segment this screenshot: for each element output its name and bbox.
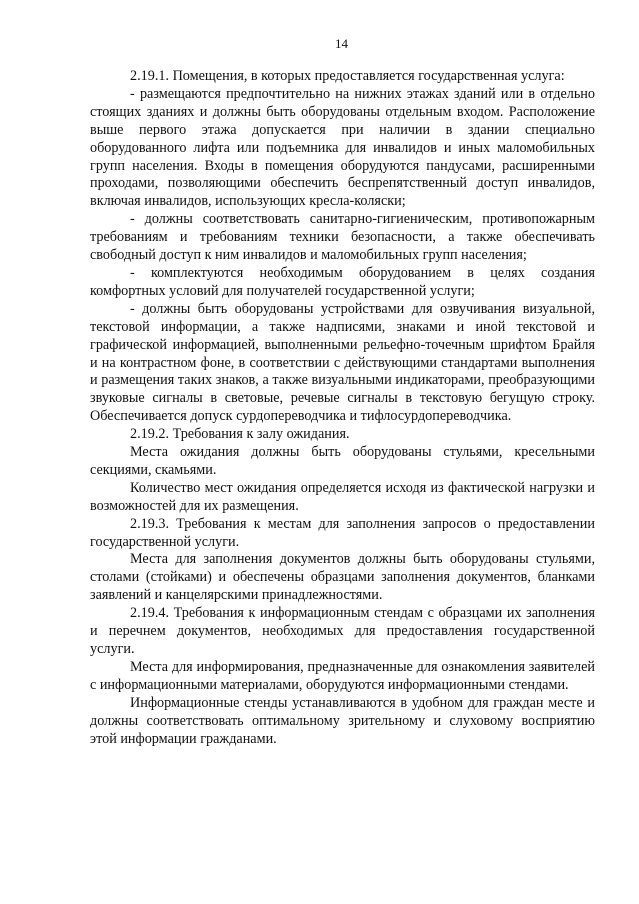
page-number: 14: [335, 36, 348, 51]
paragraph-info-places: Места для информирования, предназначенные для ознакомления заявителей с информационными материалами, оборудуются информационными стендами.: [90, 658, 595, 693]
paragraph-forms-places: Места для заполнения документов должны быть оборудованы стульями, столами (стойками) и обеспечены образцами заполнения документов, бланками заявлений и канцелярскими принадлежностями.: [90, 551, 595, 604]
document-body: [90, 68, 595, 748]
paragraph-waiting-count: Количество мест ожидания определяется исходя из фактической нагрузки и возможностей для их размещения.: [90, 479, 595, 514]
paragraph-waiting-seats: Места ожидания должны быть оборудованы стульями, кресельными секциями, скамьями.: [90, 444, 595, 478]
paragraph-2-19-2: 2.19.2. Требования к залу ожидания.: [130, 426, 350, 443]
paragraph-2-19-3: 2.19.3. Требования к местам для заполнения запросов о предоставлении государственной услуги.: [90, 515, 595, 550]
paragraph-info-stands: Информационные стенды устанавливаются в удобном для граждан месте и должны соответствовать оптимальному зрительному и слуховому восприятию этой информации гражданами.: [90, 694, 595, 747]
paragraph-placement: - размещаются предпочтительно на нижних этажах зданий или в отдельно стоящих зданиях и должны быть оборудованы отдельным входом. Расположение выше первого этажа допускается при наличии в здании специально оборудованного лифта или подъемника для инвалидов и иных маломобильных групп населения. Входы в помещения оборудуются пандусами, расширенными проходами, позволяющими обеспечить беспрепятственный доступ инвалидов, включая инвалидов, использующих кресла-коляски;: [90, 85, 595, 210]
paragraph-sanitary: - должны соответствовать санитарно-гигиеническим, противопожарным требованиям и требованиям техники безопасности, а также обеспечивать свободный доступ к ним инвалидов и маломобильных групп населения;: [90, 211, 595, 264]
paragraph-2-19-1: 2.19.1. Помещения, в которых предоставляется государственная услуга:: [130, 68, 565, 84]
paragraph-accessibility: - должны быть оборудованы устройствами для озвучивания визуальной, текстовой информации, а также надписями, знаками и иной текстовой и графической информацией, выполненными рельефно-точечным шрифтом Брайля и на контрастном фоне, в соответствии с действующими стандартами выполнения и размещения таких знаков, а также визуальными индикаторами, преобразующими звуковые сигналы в световые, речевые сигналы в текстовую бегущую строку. Обеспечивается допуск сурдопереводчика и тифлосурдопереводчика.: [90, 300, 595, 425]
paragraph-equipment: - комплектуются необходимым оборудованием в целях создания комфортных условий для получателей государственной услуги;: [90, 264, 595, 299]
paragraph-2-19-4: 2.19.4. Требования к информационным стендам с образцами их заполнения и перечнем документов, необходимых для предоставления государственной услуги.: [90, 605, 595, 657]
